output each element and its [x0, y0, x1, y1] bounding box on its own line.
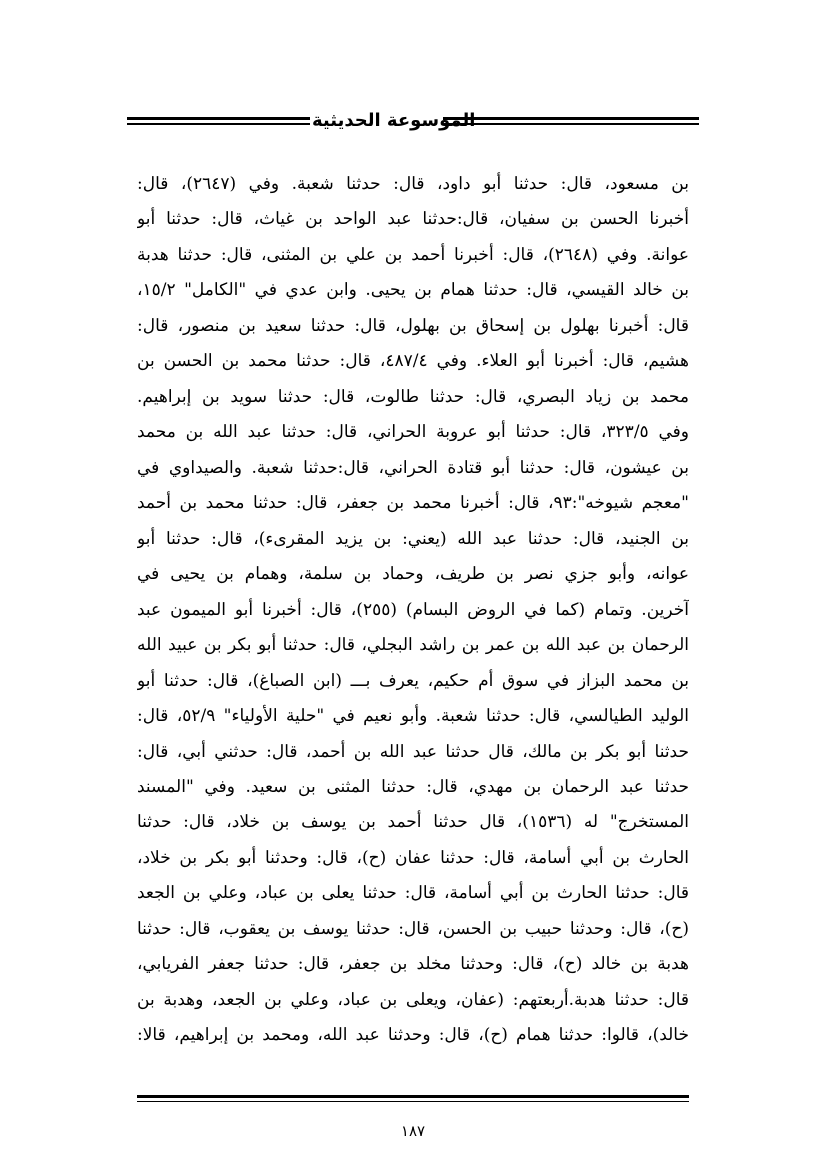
text-line: بن مسعود، قال: حدثنا أبو داود، قال: حدثنا شعبة. وفي (٢٦٤٧)، قال: [137, 174, 689, 194]
text-line: الحارث بن أبي أسامة، قال: حدثنا عفان (ح)، قال: وحدثنا أبو بكر بن خلاد، [137, 847, 689, 868]
text-line: المستخرج" له (١٥٣٦)، قال حدثنا أحمد بن يوسف بن خلاد، قال: حدثنا [137, 812, 689, 833]
footer-rule [137, 1095, 689, 1102]
text-line: هشيم، قال: أخبرنا أبو العلاء. وفي ٤٨٧/٤، قال: حدثنا محمد بن الحسن بن [137, 351, 689, 372]
text-line: بن خالد القيسي، قال: حدثنا همام بن يحيى. وابن عدي في "الكامل" ١٥/٢، [137, 280, 689, 301]
text-line: الوليد الطيالسي، قال: حدثنا شعبة. وأبو نعيم في "حلية الأولياء" ٥٢/٩، قال: [137, 706, 689, 727]
text-line: أخبرنا الحسن بن سفيان، قال:حدثنا عبد الواحد بن غياث، قال: حدثنا أبو [137, 209, 689, 230]
header-title: الموسوعة الحديثية [312, 110, 476, 131]
text-line: بن الجنيد، قال: حدثنا عبد الله (يعني: بن يزيد المقرىء)، قال: حدثنا أبو [137, 528, 689, 549]
text-line: بن عيشون، قال: حدثنا أبو قتادة الحراني، قال:حدثنا شعبة. والصيداوي في [137, 457, 689, 478]
text-line: الرحمان بن عبد الله بن عمر بن راشد البجلي، قال: حدثنا أبو بكر بن عبيد الله [137, 635, 689, 656]
text-line: قال: حدثنا هدبة.أربعتهم: (عفان، ويعلى بن عباد، وعلي بن الجعد، وهدبة بن [137, 989, 689, 1010]
body-text [137, 167, 689, 1054]
text-line: (ح)، قال: وحدثنا حبيب بن الحسن، قال: حدثنا يوسف بن يعقوب، قال: حدثنا [137, 918, 689, 939]
text-line: آخرين. وتمام (كما في الروض البسام) (٢٥٥)، قال: أخبرنا أبو الميمون عبد [137, 599, 689, 620]
header-rule-right [443, 117, 699, 125]
text-line: قال: أخبرنا بهلول بن إسحاق بن بهلول، قال: حدثنا سعيد بن منصور، قال: [137, 315, 689, 336]
text-line: هدبة بن خالد (ح)، قال: وحدثنا مخلد بن جعفر، قال: حدثنا جعفر الفريابي، [137, 954, 689, 975]
text-line: بن محمد البزاز في سوق أم حكيم، يعرف بـــ (ابن الصباغ)، قال: حدثنا أبو [137, 670, 689, 691]
footer-rule-thick [137, 1095, 689, 1098]
text-line: وفي ٣٢٣/٥، قال: حدثنا أبو عروبة الحراني، قال: حدثنا عبد الله بن محمد [137, 422, 689, 443]
text-line: محمد بن زياد البصري، قال: حدثنا طالوت، قال: حدثنا سويد بن إبراهيم. [137, 386, 689, 407]
text-line: عوانه، وأبو جزي نصر بن طريف، وحماد بن سلمة، وهمام بن يحيى في [137, 564, 689, 585]
text-line: حدثنا أبو بكر بن مالك، قال حدثنا عبد الله بن أحمد، قال: حدثني أبي، قال: [137, 741, 689, 762]
text-line: قال: حدثنا الحارث بن أبي أسامة، قال: حدثنا يعلى بن عباد، وعلي بن الجعد [137, 883, 689, 904]
page-number: ١٨٧ [400, 1122, 426, 1140]
page-header [127, 108, 699, 134]
text-line: خالد)، قالوا: حدثنا همام (ح)، قال: وحدثنا عبد الله، ومحمد بن إبراهيم، قالا: [137, 1025, 689, 1046]
footer-rule-thin [137, 1101, 689, 1102]
text-line: عوانة. وفي (٢٦٤٨)، قال: أخبرنا أحمد بن علي بن المثنى، قال: حدثنا هدبة [137, 244, 689, 265]
text-line: "معجم شيوخه":٩٣، قال: أخبرنا محمد بن جعفر، قال: حدثنا محمد بن أحمد [137, 493, 689, 514]
header-rule-left [127, 117, 310, 125]
text-line: حدثنا عبد الرحمان بن مهدي، قال: حدثنا المثنى بن سعيد. وفي "المسند [137, 776, 689, 797]
